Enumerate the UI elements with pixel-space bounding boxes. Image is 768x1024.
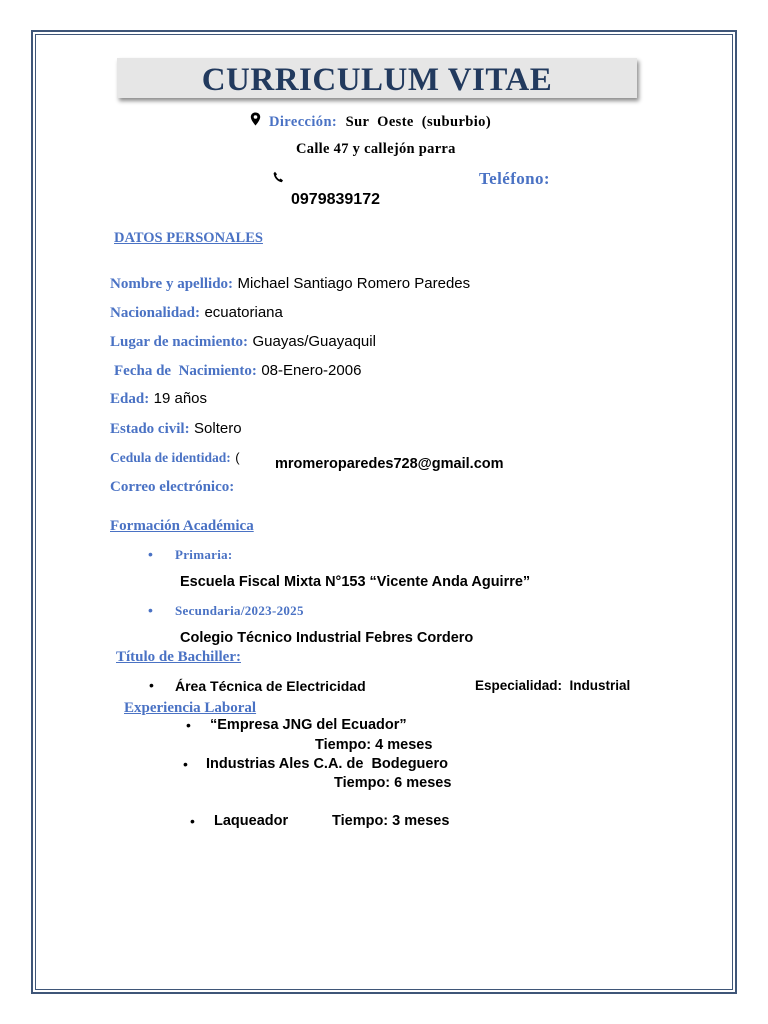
age-value: 19 años	[153, 390, 208, 407]
bullet-icon: •	[183, 756, 188, 772]
name-row	[110, 275, 470, 293]
experience-heading: Experiencia Laboral	[124, 700, 257, 716]
title-banner	[117, 58, 637, 98]
name-value: Michael Santiago Romero Paredes	[237, 275, 471, 292]
primary-school: Escuela Fiscal Mixta N°153 “Vicente Anda Aguirre”	[180, 574, 531, 590]
job2-time: Tiempo: 6 meses	[334, 775, 452, 791]
civil-status-label: Estado civil:	[110, 421, 190, 437]
id-row	[110, 449, 240, 467]
bullet-icon: •	[186, 717, 191, 733]
id-value: (	[235, 450, 240, 465]
address-label: Dirección:	[269, 114, 338, 130]
birthplace-label: Lugar de nacimiento:	[110, 334, 249, 350]
birthplace-value: Guayas/Guayaquil	[252, 333, 376, 350]
secondary-school: Colegio Técnico Industrial Febres Cordero	[180, 630, 474, 646]
birthplace-row	[110, 333, 376, 351]
address-line2: Calle 47 y callejón parra	[296, 141, 456, 157]
civil-status-value: Soltero	[194, 420, 242, 437]
job3-time: Tiempo: 3 meses	[332, 813, 450, 829]
education-heading: Formación Académica	[110, 518, 254, 534]
job1-company: “Empresa JNG del Ecuador”	[210, 717, 407, 733]
personal-data-heading: DATOS PERSONALES	[114, 230, 263, 246]
age-label: Edad:	[110, 391, 150, 407]
phone-value: 0979839172	[291, 191, 380, 208]
id-label: Cedula de identidad:	[110, 450, 231, 465]
job1-time: Tiempo: 4 meses	[315, 737, 433, 753]
address-value: Sur Oeste (suburbio)	[345, 114, 492, 130]
degree-heading: Título de Bachiller:	[116, 649, 241, 665]
bullet-icon: •	[190, 813, 195, 829]
email-label: Correo electrónico:	[110, 479, 235, 495]
map-pin-icon	[250, 112, 261, 131]
primary-label: Primaria:	[175, 547, 233, 562]
birthdate-label: Fecha de Nacimiento:	[114, 363, 257, 379]
nationality-value: ecuatoriana	[204, 304, 283, 321]
email-value: mromeroparedes728@gmail.com	[275, 456, 504, 472]
civil-status-row	[110, 420, 242, 438]
degree-specialty: Especialidad: Industrial	[475, 678, 631, 693]
phone-icon	[273, 170, 284, 188]
bullet-icon: •	[148, 602, 153, 618]
page-border-inner	[35, 34, 733, 990]
birthdate-value: 08-Enero-2006	[261, 362, 362, 379]
birthdate-row	[114, 362, 361, 380]
bullet-icon: •	[148, 546, 153, 562]
nationality-row	[110, 304, 283, 322]
age-row	[110, 390, 207, 408]
page-title: CURRICULUM VITAE	[201, 62, 553, 98]
bullet-icon: •	[149, 677, 154, 693]
job3-company: Laqueador	[214, 813, 289, 829]
secondary-label: Secundaria/2023-2025	[175, 603, 304, 618]
name-label: Nombre y apellido:	[110, 276, 234, 292]
phone-label: Teléfono:	[479, 169, 550, 188]
nationality-label: Nacionalidad:	[110, 305, 201, 321]
degree-area: Área Técnica de Electricidad	[175, 678, 366, 694]
job2-company: Industrias Ales C.A. de Bodeguero	[206, 756, 448, 772]
